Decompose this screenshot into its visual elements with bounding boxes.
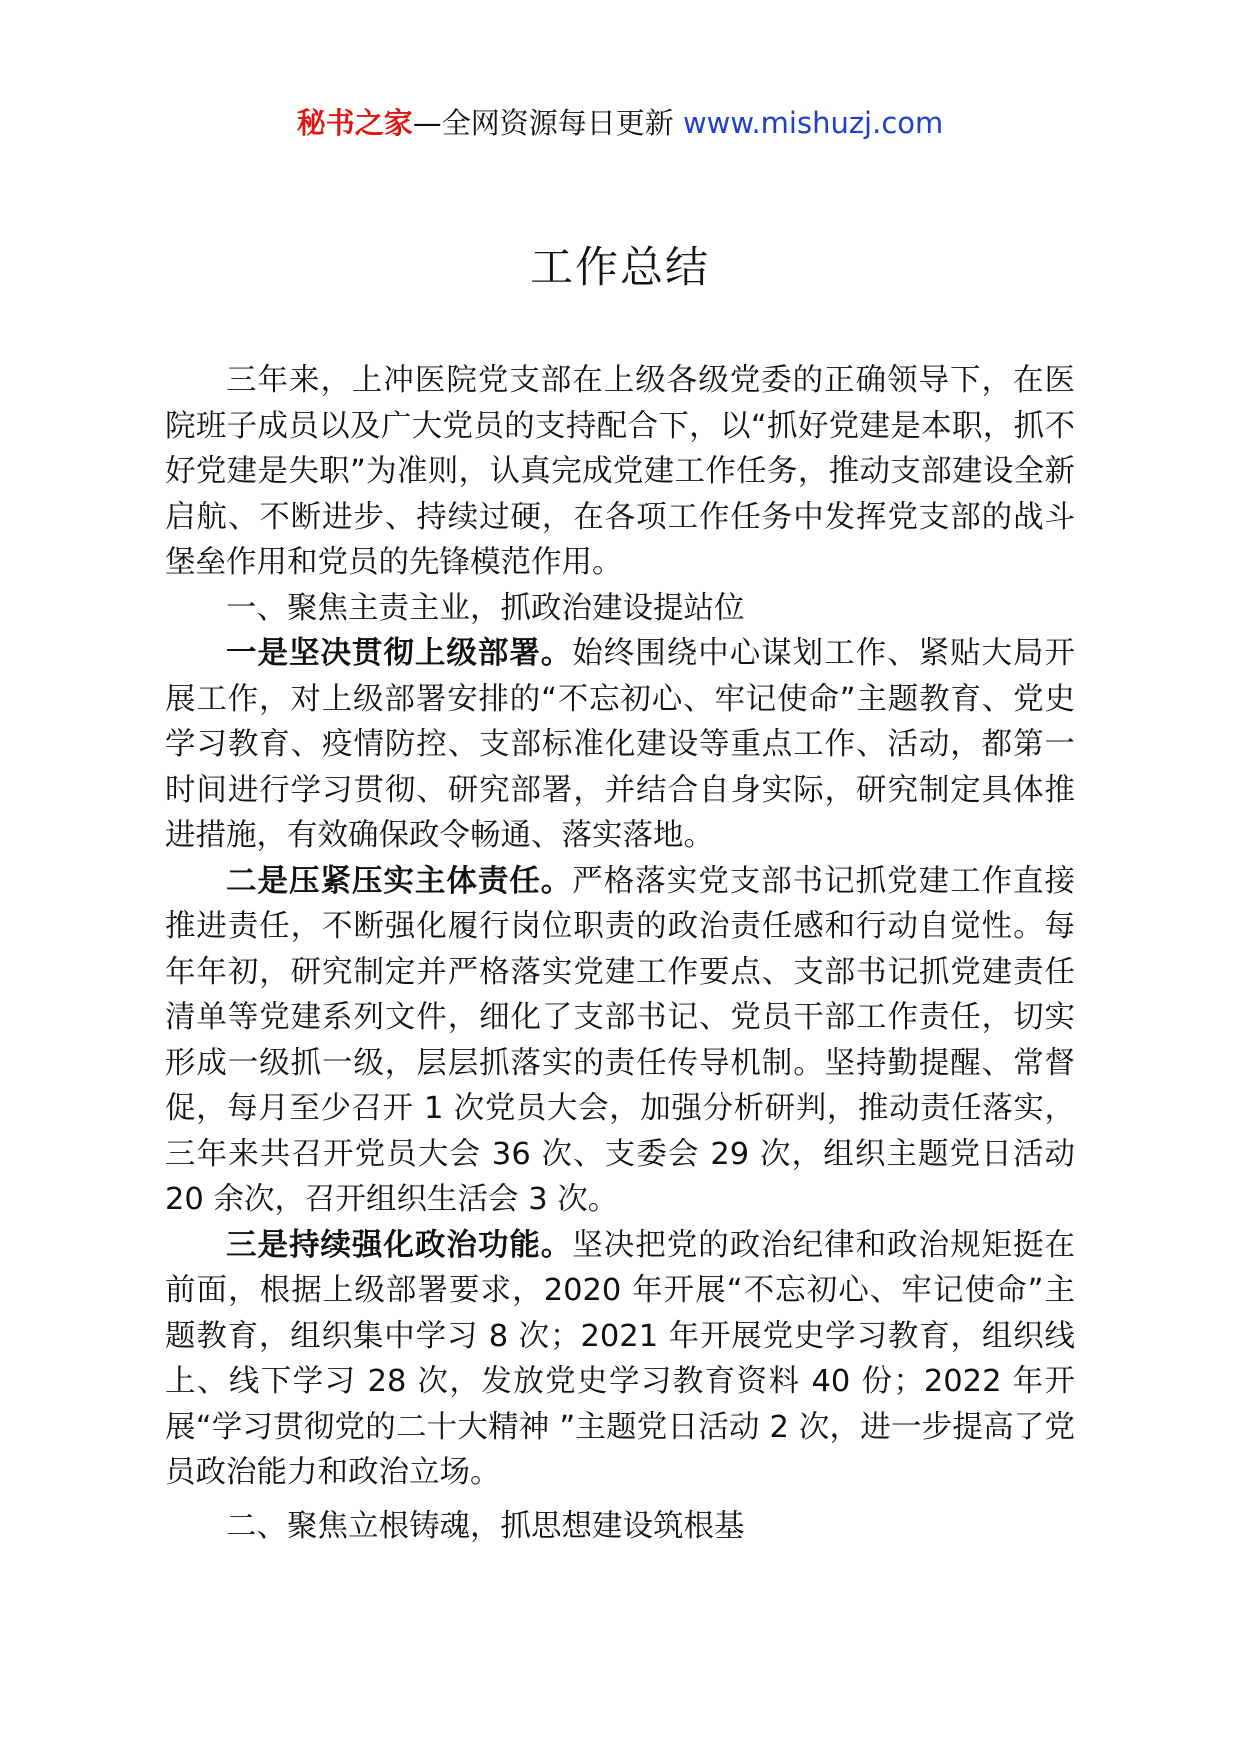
item-2-paragraph [165, 859, 1075, 1223]
brand-name: 秘书之家 [296, 106, 413, 140]
site-url[interactable]: www.mishuzj.com [682, 106, 944, 140]
document-title: 工作总结 [530, 243, 710, 293]
item-1-paragraph [165, 631, 1075, 859]
item-3-text: 坚决把党的政治纪律和政治规矩挺在前面，根据上级部署要求，2020 年开展“不忘初心、牢记使命”主题教育，组织集中学习 8 次；2021 年开展党史学习教育，组织线上、线下学习 28 次，发放党史学习教育资料 40 份；2022 年开展“学习贯彻党的二十大精神 ”主题党日活动 2 次，进一步提高了党员政治能力和政治立场。 [165, 1227, 1076, 1490]
document-body [165, 358, 1075, 1549]
intro-paragraph: 三年来，上冲医院党支部在上级各级党委的正确领导下，在医院班子成员以及广大党员的支持配合下，以“抓好党建是本职，抓不好党建是失职”为准则，认真完成党建工作任务，推动支部建设全新启航、不断进步、持续过硬，在各项工作任务中发挥党支部的战斗堡垒作用和党员的先锋模范作用。 [165, 363, 1075, 580]
item-2-lead: 二是压紧压实主体责任。 [226, 863, 573, 899]
item-3-paragraph [165, 1223, 1075, 1496]
header-tagline: —全网资源每日更新 [412, 106, 674, 140]
section-1-heading: 一、聚焦主责主业，抓政治建设提站位 [226, 590, 745, 626]
item-3-lead: 三是持续强化政治功能。 [226, 1227, 573, 1263]
item-2-text: 严格落实党支部书记抓党建工作直接推进责任，不断强化履行岗位职责的政治责任感和行动自觉性。每年年初，研究制定并严格落实党建工作要点、支部书记抓党建责任清单等党建系列文件，细化了支部书记、党员干部工作责任，切实形成一级抓一级，层层抓落实的责任传导机制。坚持勤提醒、常督促，每月至少召开 1 次党员大会，加强分析研判，推动责任落实，三年来共召开党员大会 36 次、支委会 29 次，组织主题党日活动 20 余次，召开组织生活会 3 次。 [165, 863, 1076, 1217]
section-2-heading: 二、聚焦立根铸魂，抓思想建设筑根基 [226, 1508, 745, 1544]
site-header [0, 100, 1240, 146]
item-1-lead: 一是坚决贯彻上级部署。 [226, 636, 573, 671]
item-1-text: 始终围绕中心谋划工作、紧贴大局开展工作，对上级部署安排的“不忘初心、牢记使命”主题教育、党史学习教育、疫情防控、支部标准化建设等重点工作、活动，都第一时间进行学习贯彻、研究部署，并结合自身实际，研究制定具体推进措施，有效确保政令畅通、落实落地。 [165, 636, 1076, 853]
